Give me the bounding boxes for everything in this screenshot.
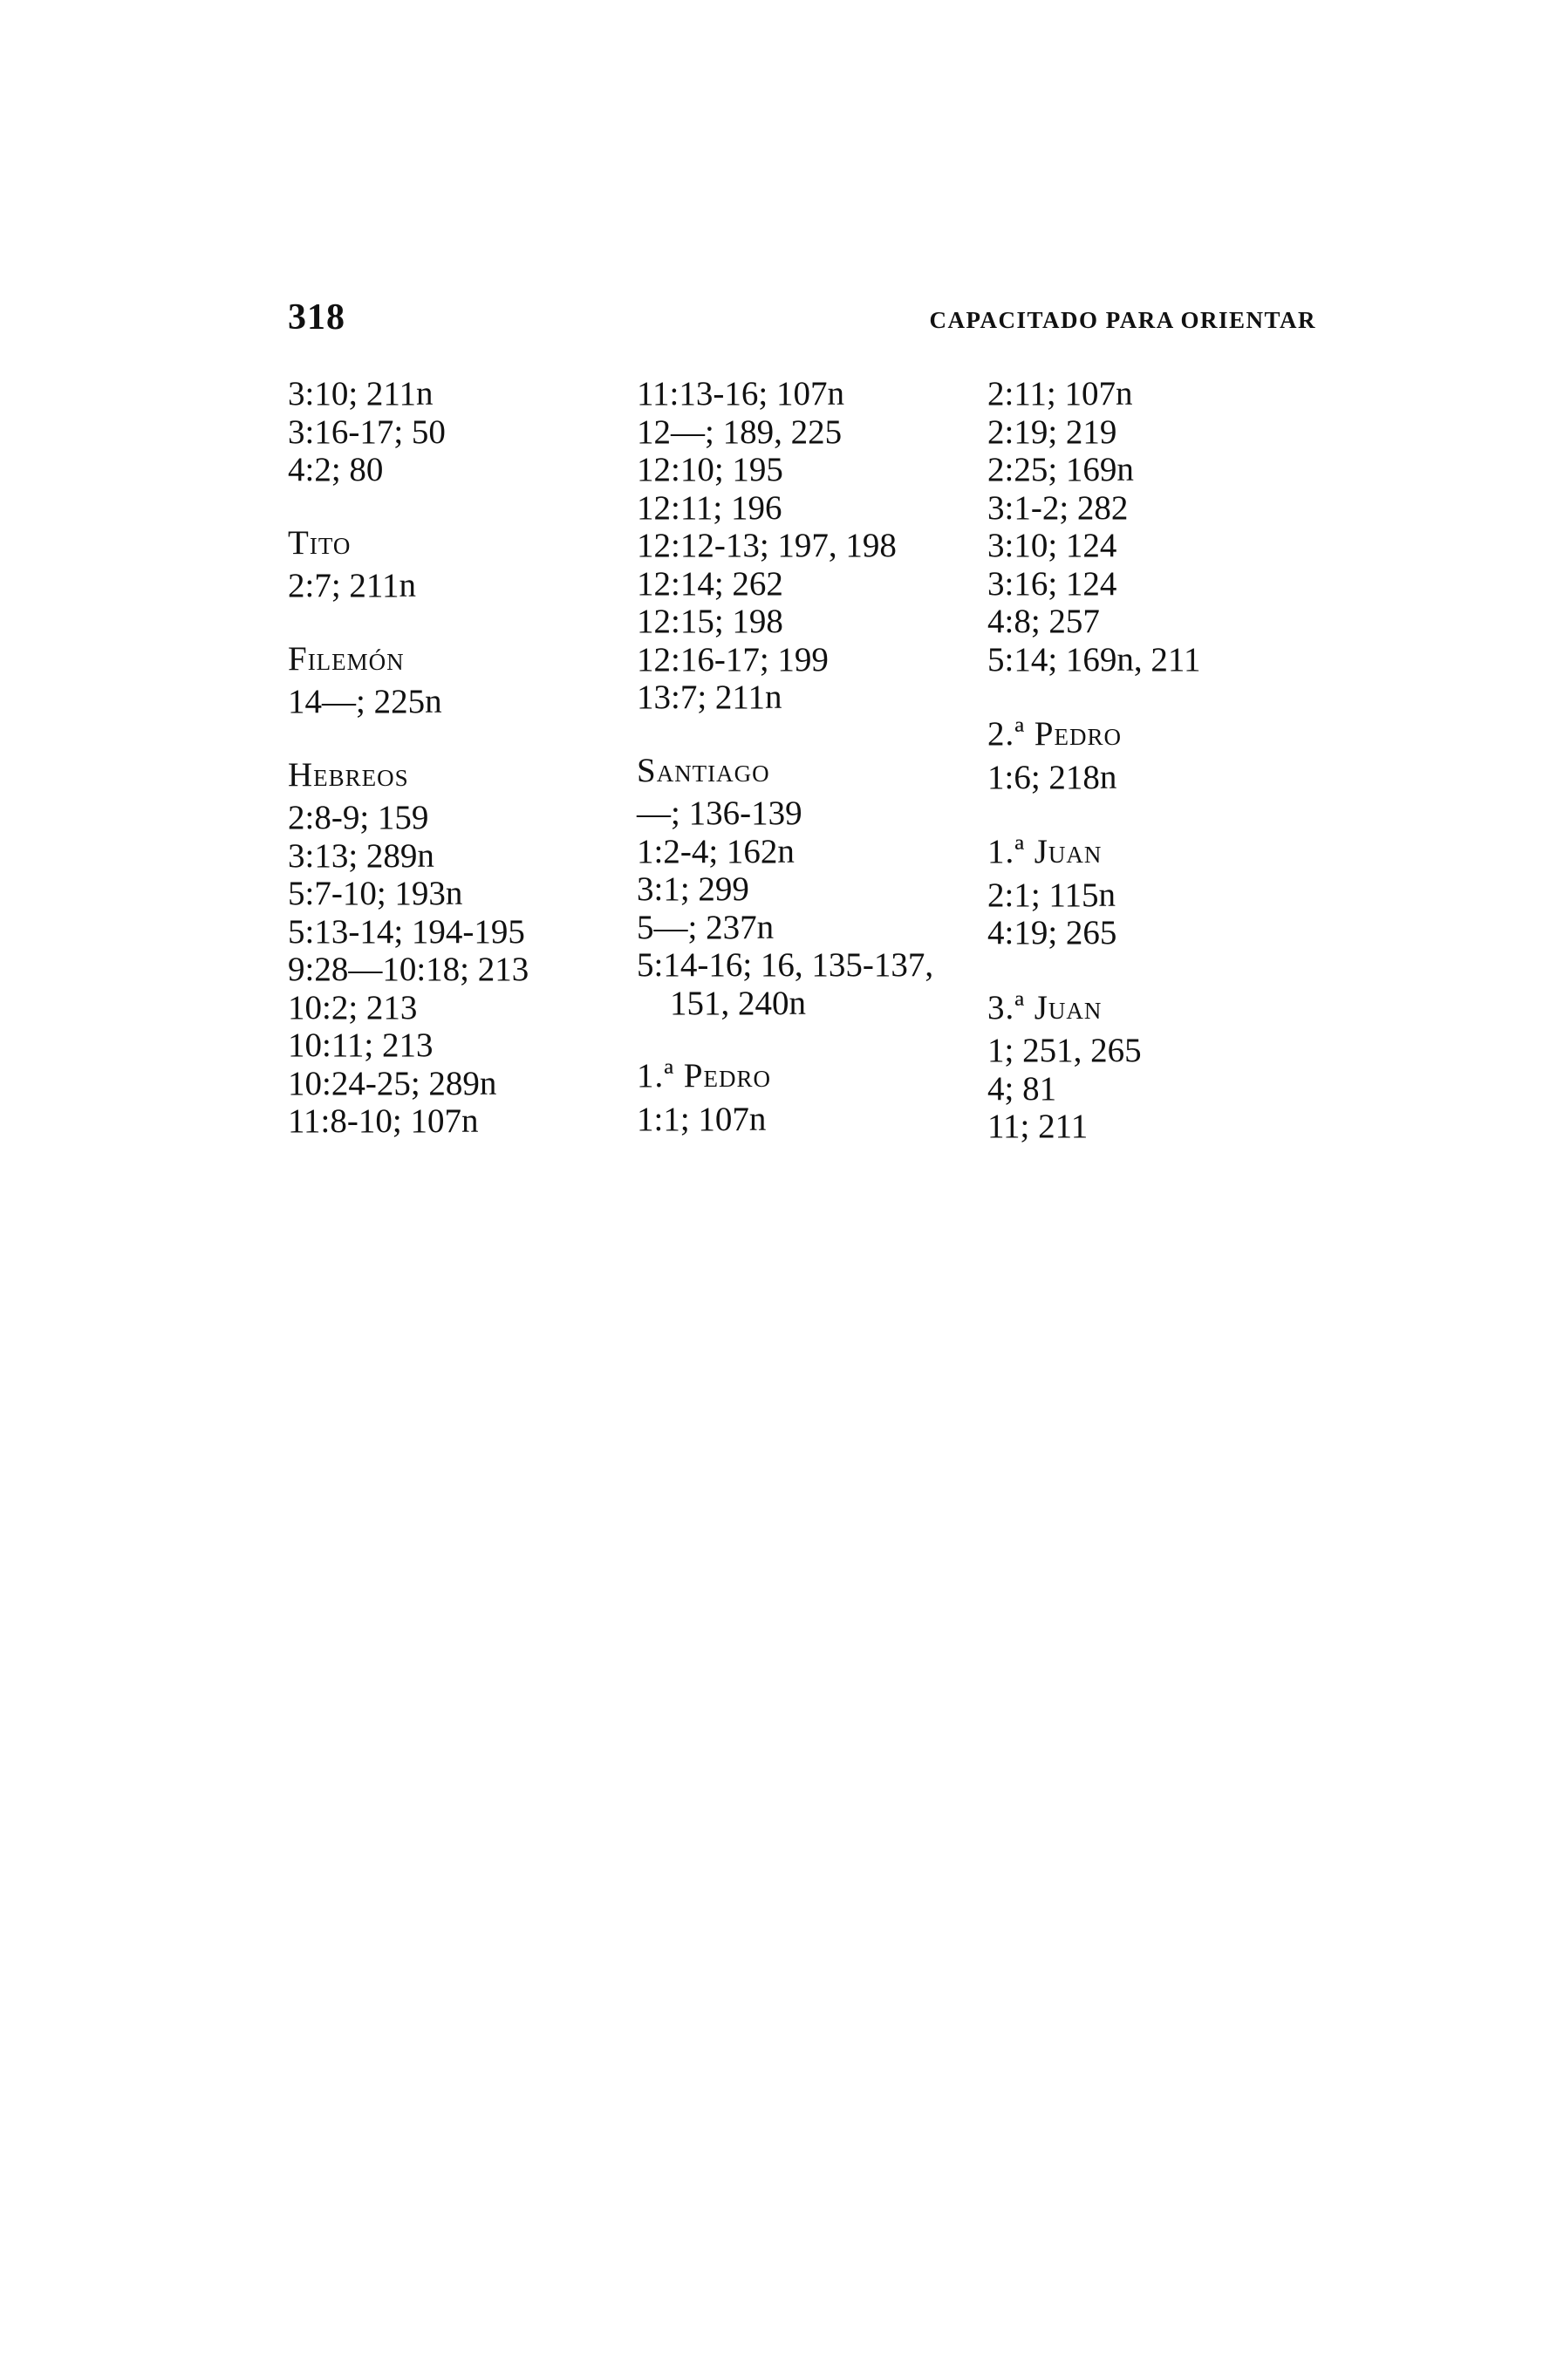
index-entry: 2:25; 169n [987,451,1134,488]
index-entry: 11:13-16; 107n [637,375,844,413]
index-entry: 13:7; 211n [637,679,782,716]
index-entry: 2:8-9; 159 [288,799,429,836]
index-entry: 3:1; 299 [637,870,749,908]
book-heading: Hebreos [288,755,409,794]
index-entry: 12:11; 196 [637,488,782,527]
index-entry: 1:6; 218n [987,758,1117,796]
index-entry: 5:14; 169n, 211 [987,640,1201,679]
book-heading: Tito [288,523,352,562]
index-entry: 4:2; 80 [288,451,384,488]
book-heading: Filemón [288,639,405,678]
index-entry: 11; 211 [987,1108,1089,1145]
running-head: CAPACITADO PARA ORIENTAR [929,307,1316,333]
index-entry: 12:10; 195 [637,451,783,488]
index-entry: 2:7; 211n [288,567,416,604]
index-entry: 9:28—10:18; 213 [288,951,529,988]
index-entry: 12—; 189, 225 [637,413,843,451]
index-entry: 3:1-2; 282 [987,488,1129,527]
index-entry: —; 136-139 [637,794,802,832]
index-entry: 12:14; 262 [637,564,783,603]
index-entry: 151, 240n [670,984,806,1022]
index-column-1 [288,375,529,1141]
book-heading: 1.ª Juan [987,833,1103,870]
index-entry: 3:10; 211n [288,375,434,413]
index-entry: 4:8; 257 [987,603,1100,640]
index-entry: 12:16-17; 199 [637,640,829,679]
index-entry: 3:16-17; 50 [288,413,446,451]
index-entry: 5:7-10; 193n [288,875,463,912]
index-entry: 3:10; 124 [987,527,1117,564]
index-entry: 10:2; 213 [288,988,418,1026]
index-entry: 4:19; 265 [987,914,1117,951]
index-entry: 1:1; 107n [637,1100,767,1138]
index-entry: 5:14-16; 16, 135-137, [637,946,934,984]
index-entry: 5—; 237n [637,908,775,946]
index-entry: 2:19; 219 [987,413,1117,451]
book-heading: 1.ª Pedro [637,1057,771,1095]
index-column-2 [637,375,933,1138]
index-entry: 12:15; 198 [637,603,783,640]
index-entry: 11:8-10; 107n [288,1102,479,1140]
index-entry: 10:24-25; 289n [288,1064,497,1102]
index-entry: 1:2-4; 162n [637,832,795,870]
index-entry: 5:13-14; 194-195 [288,912,525,951]
index-entry: 3:16; 124 [987,564,1117,603]
index-entry: 3:13; 289n [288,836,434,875]
index-entry: 1; 251, 265 [987,1032,1142,1069]
index-entry: 2:1; 115n [987,876,1116,914]
book-heading: Santiago [637,751,770,789]
book-heading: 3.ª Juan [987,988,1103,1026]
index-entry: 4; 81 [987,1069,1057,1108]
index-column-3 [987,375,1200,1146]
index-entry: 10:11; 213 [288,1026,434,1064]
book-heading: 2.ª Pedro [987,715,1122,753]
index-entry: 14—; 225n [288,683,442,720]
index-entry: 12:12-13; 197, 198 [637,527,897,564]
index-entry: 2:11; 107n [987,375,1133,413]
page-number: 318 [288,297,345,338]
